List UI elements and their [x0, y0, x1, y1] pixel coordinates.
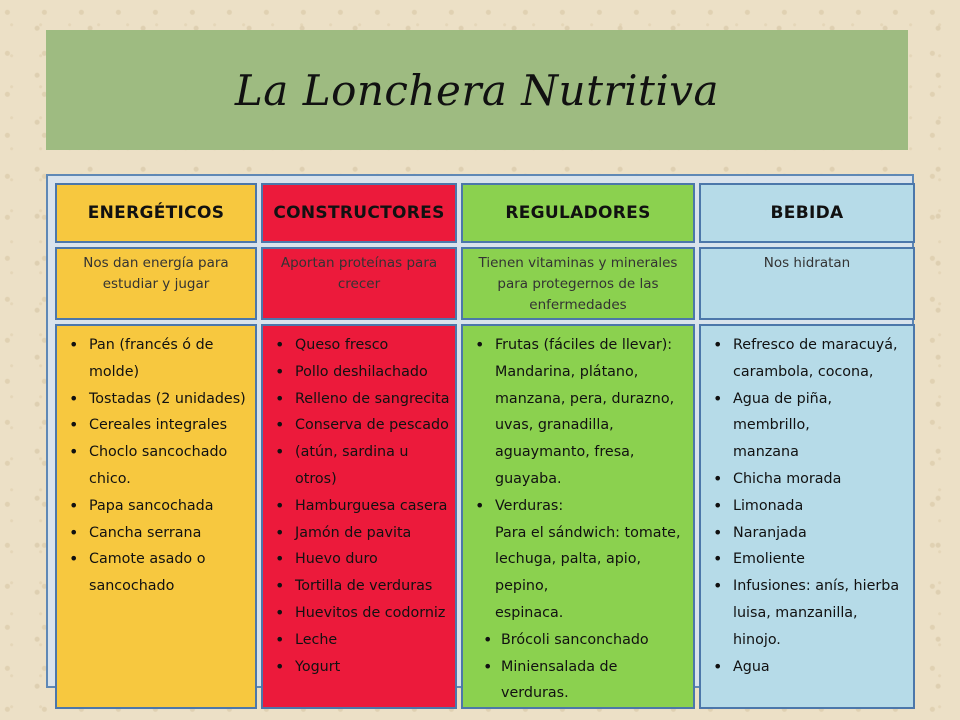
list-item: • Chicha morada	[709, 466, 909, 493]
list-item: • Leche	[271, 627, 451, 654]
list-item: • Tostadas (2 unidades)	[65, 386, 251, 413]
list-item: • Frutas (fáciles de llevar):	[471, 332, 689, 359]
list-item: • Camote asado o	[65, 546, 251, 573]
header-reguladores: REGULADORES	[461, 183, 695, 243]
list-item: Para el sándwich: tomate,	[495, 524, 681, 541]
description-reguladores: Tienen vitaminas y minerales para protegernos de las enfermedades	[461, 247, 695, 320]
description-energeticos: Nos dan energía para estudiar y jugar	[55, 247, 257, 320]
list-item: sancochado	[89, 578, 175, 595]
list-item: • Hamburguesa casera	[271, 493, 451, 520]
food-groups-grid	[55, 183, 905, 702]
list-item: • Infusiones: anís, hierba	[709, 573, 909, 600]
list-item: • Agua	[709, 654, 909, 681]
header-energeticos: ENERGÉTICOS	[55, 183, 257, 243]
header-bebida: BEBIDA	[699, 183, 915, 243]
page-title: La Lonchera Nutritiva	[234, 65, 720, 115]
list-item: • Naranjada	[709, 520, 909, 547]
list-item: • Relleno de sangrecita	[271, 386, 451, 413]
item-list	[271, 332, 451, 680]
items-constructores	[261, 324, 457, 709]
list-item: • Conserva de pescado	[271, 412, 451, 439]
list-item: luisa, manzanilla, hinojo.	[733, 604, 858, 648]
list-item: • Jamón de pavita	[271, 520, 451, 547]
list-item: • Pan (francés ó de	[65, 332, 251, 359]
list-item: • Limonada	[709, 493, 909, 520]
list-item: • Papa sancochada	[65, 493, 251, 520]
list-item: • Huevo duro	[271, 546, 451, 573]
list-item: • Emoliente	[709, 546, 909, 573]
list-item: • Huevitos de codorniz	[271, 600, 451, 627]
list-item: molde)	[89, 363, 140, 380]
item-list	[709, 332, 909, 680]
title-banner	[46, 30, 908, 150]
items-reguladores	[461, 324, 695, 709]
list-item: • Choclo sancochado	[65, 439, 251, 466]
list-item: carambola, cocona,	[733, 363, 874, 380]
header-constructores: CONSTRUCTORES	[261, 183, 457, 243]
description-bebida: Nos hidratan	[699, 247, 915, 320]
list-item: manzana, pera, durazno,	[495, 390, 675, 407]
item-list	[65, 332, 251, 600]
items-energeticos	[55, 324, 257, 709]
list-item: • Cereales integrales	[65, 412, 251, 439]
list-item: • Queso fresco	[271, 332, 451, 359]
list-item: • Agua de piña, membrillo,	[709, 386, 909, 440]
list-item: • Pollo deshilachado	[271, 359, 451, 386]
list-item: lechuga, palta, apio, pepino,	[495, 551, 642, 595]
list-item: Mandarina, plátano,	[495, 363, 639, 380]
items-bebida	[699, 324, 915, 709]
list-item: uvas, granadilla,	[495, 417, 614, 434]
description-constructores: Aportan proteínas para crecer	[261, 247, 457, 320]
list-item: • Cancha serrana	[65, 520, 251, 547]
food-groups-table	[46, 174, 914, 702]
list-item: • Refresco de maracuyá,	[709, 332, 909, 359]
list-item: • (atún, sardina u otros)	[271, 439, 451, 493]
list-item: • Yogurt	[271, 654, 451, 681]
list-item: espinaca.	[495, 604, 564, 621]
list-item: manzana	[733, 444, 799, 461]
list-item: • Brócoli sanconchado	[471, 627, 689, 654]
list-item: aguaymanto, fresa, guayaba.	[495, 444, 635, 487]
item-list	[471, 332, 689, 707]
list-item: • Miniensalada de verduras.	[471, 654, 689, 708]
list-item: • Tortilla de verduras	[271, 573, 451, 600]
list-item: chico.	[89, 470, 131, 487]
list-item: • Verduras:	[471, 493, 689, 520]
